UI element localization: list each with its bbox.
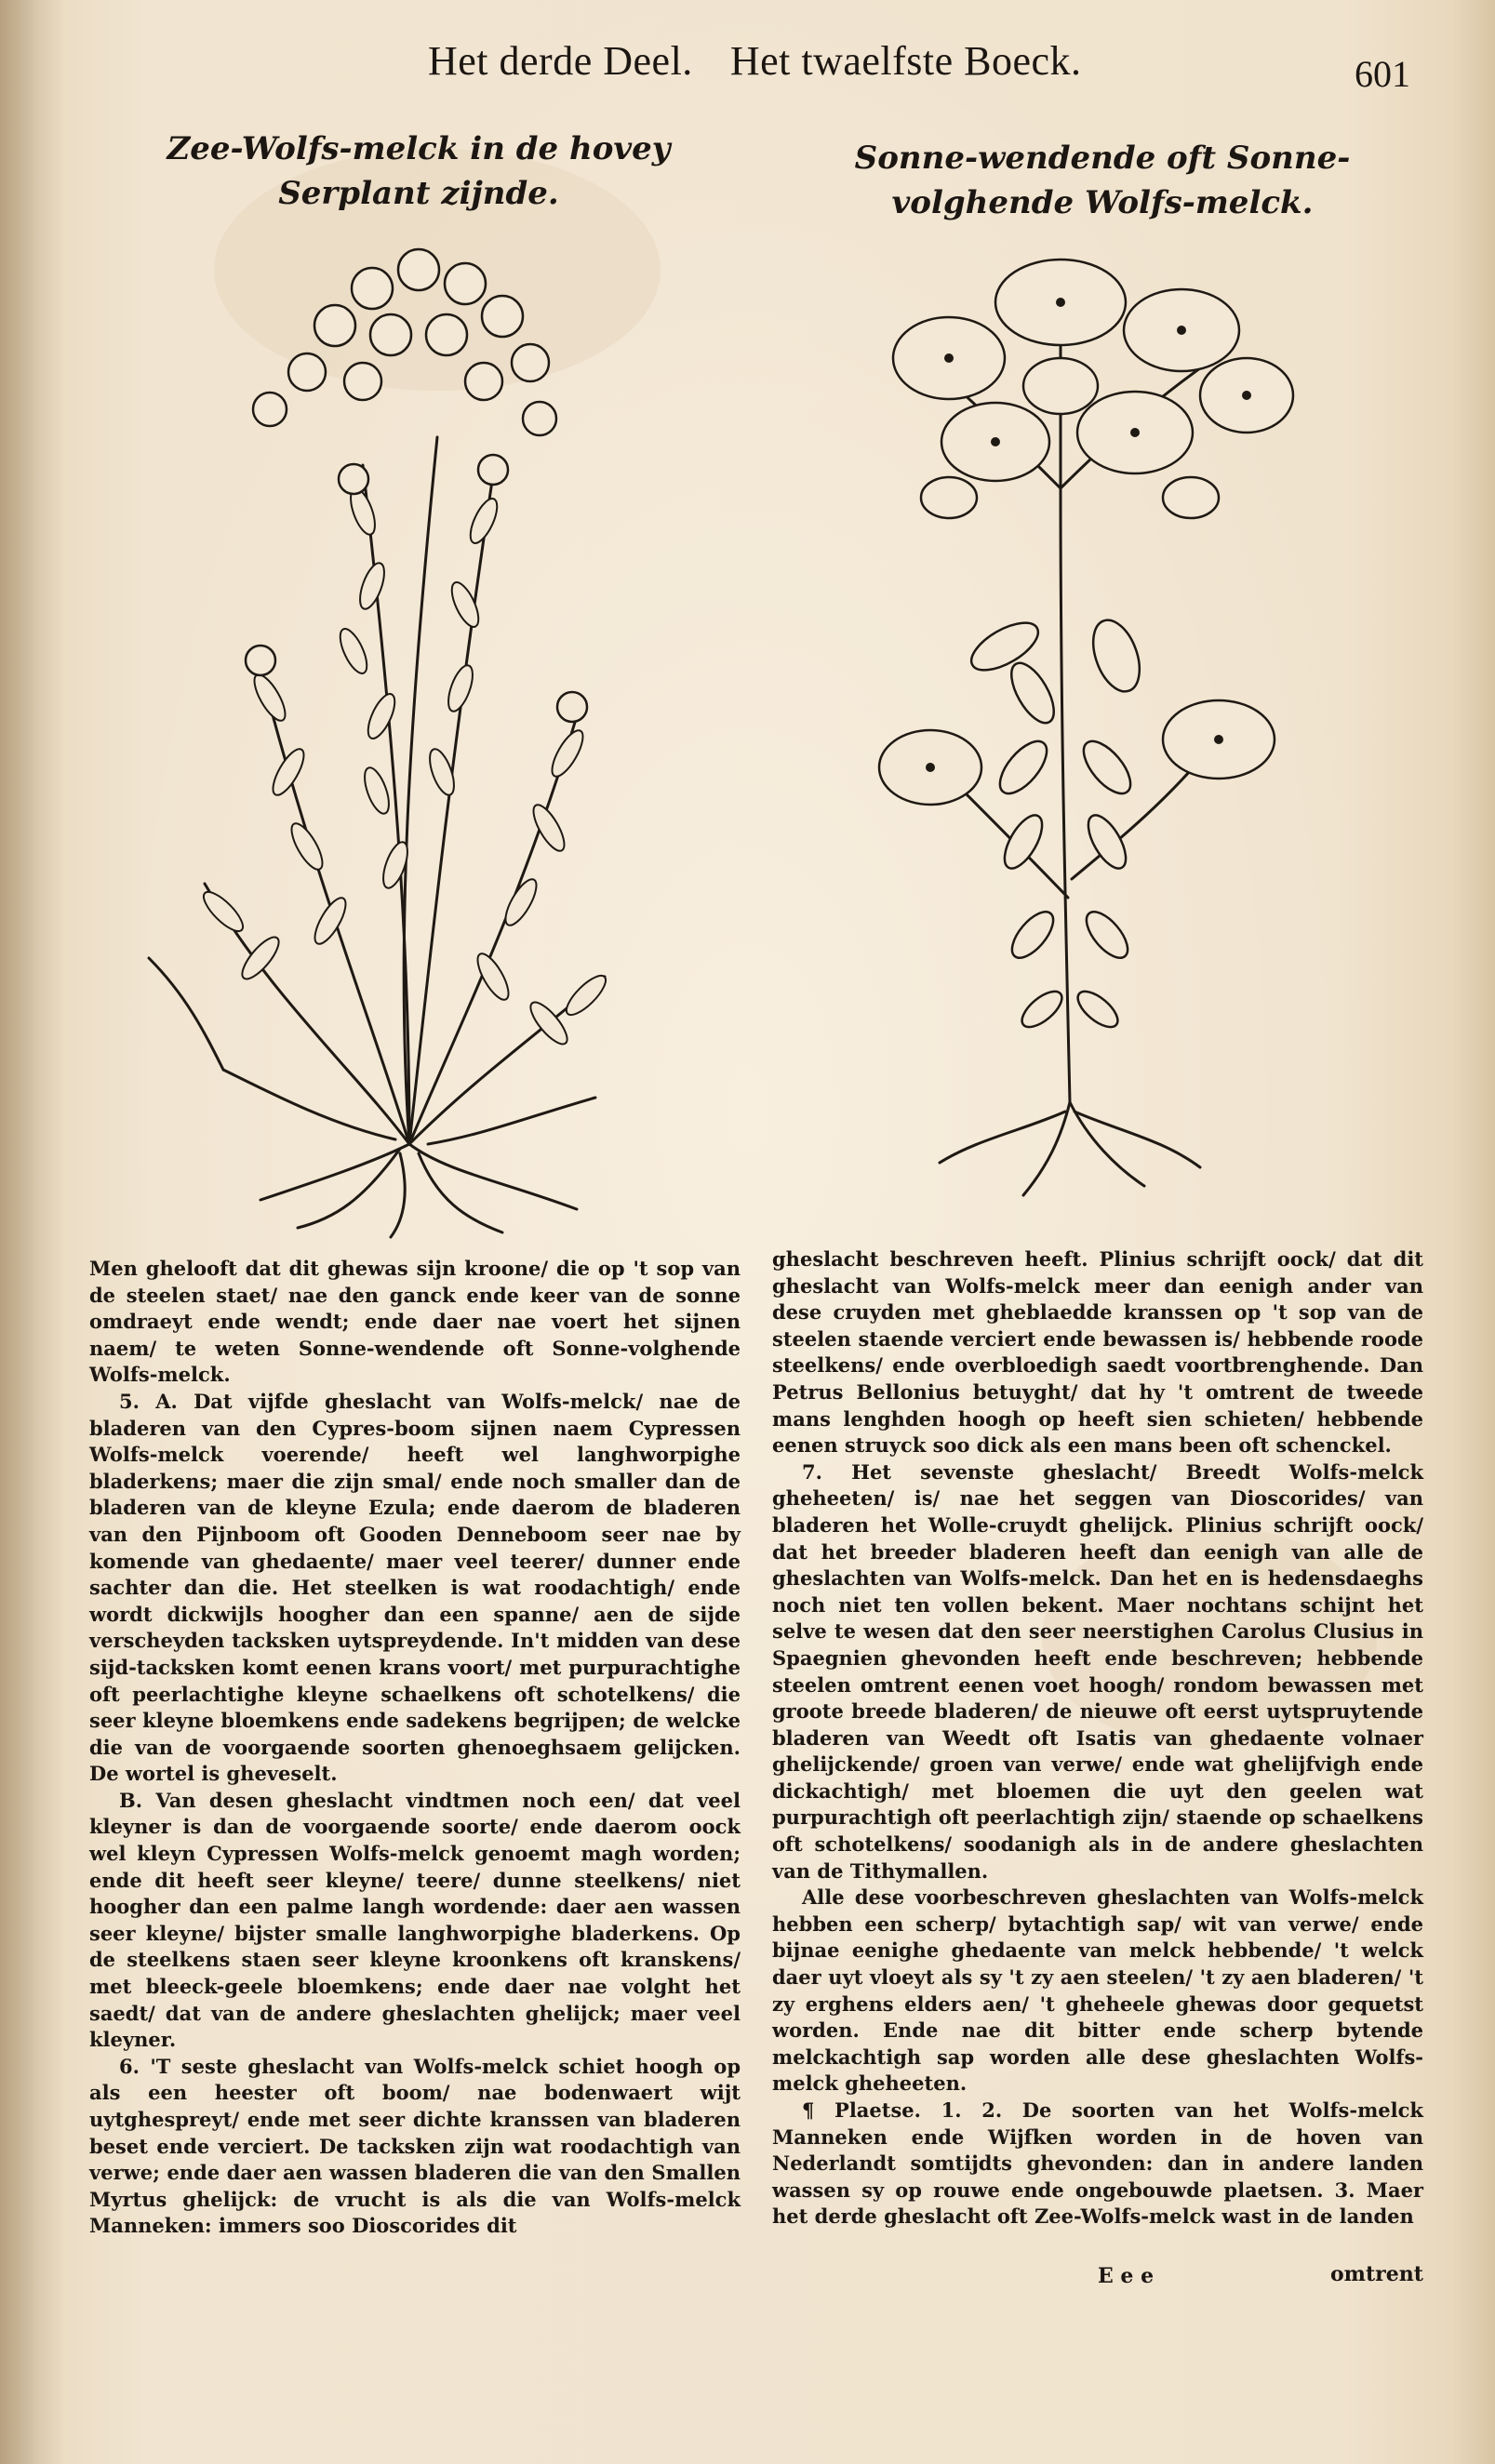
right-text-column xyxy=(772,1246,1423,2231)
sun-spurge-woodcut-icon xyxy=(837,246,1340,1214)
right-plant-title: Sonne-wendende oft Sonne-volghende Wolfs-melck. xyxy=(854,140,1351,221)
sea-spurge-woodcut-icon xyxy=(130,233,651,1246)
paragraph: Alle dese voorbeschreven gheslachten van Wolfs-melck hebben een scherp/ bytachtigh sap/ wit van verwe/ ende bijnae eenighe ghedaente van melck hebbende/ 't welck daer uyt vloeyt als sy 't zy aen steelen/ 't zy aen bladeren/ 't zy erghens elders aen/ 't gheheele ghewas door gequetst worden. Ende nae dit bitter ende scherp bytende melckachtigh sap worden alle dese gheslachten Wolfs-melck gheheeten. xyxy=(772,1885,1423,2096)
part-title: Het derde Deel. xyxy=(428,38,693,84)
paragraph: ¶ Plaetse. 1. 2. De soorten van het Wolfs-melck Manneken ende Wijfken worden in de hoven van Nederlandt somtijdts ghevonden: dan in andere landen wassen sy op rouwe ende ongebouwde plaetsen. 3. Maer het derde gheslacht oft Zee-Wolfs-melck wast in de landen xyxy=(772,2098,1423,2229)
running-head xyxy=(428,37,1082,85)
paragraph: Men ghelooft dat dit ghewas sijn kroone/ die op 't sop van de steelen staet/ nae den ganck ende keer van de sonne omdraeyt ende wendt; ende daer nae voert het sijnen naem/ te weten Sonne-wendende oft Sonne-volghende Wolfs-melck. xyxy=(89,1257,741,1387)
paragraph: 5. A. Dat vijfde gheslacht van Wolfs-melck/ nae de bladeren van den Cypres-boom sijnen naem Cypressen Wolfs-melck voerende/ heeft wel langhworpighe bladerkens; maer die zijn smal/ ende noch smaller dan de bladeren van de kleyne Ezula; ende daerom de bladeren van den Pijnboom oft Gooden Denneboom seer nae by komende van ghedaente/ maer veel teerer/ dunner ende sachter dan die. Het steelken is wat roodachtigh/ ende wordt dickwijls hoogher dan een spanne/ aen de sijde verscheyden tacksken uytspreydende. In't midden van dese sijd-tacksken komt eenen krans voort/ met purpurachtighe oft peerlachtighe kleyne schaelkens oft schotelkens/ die seer kleyne bloemkens ende sadekens begrijpen; de welcke die van de voorgaende soorten ghenoeghsaem gelijcken. De wortel is gheveselt. xyxy=(89,1389,741,1786)
left-text-column xyxy=(89,1256,741,2240)
book-title: Het twaelfste Boeck. xyxy=(729,38,1082,84)
paragraph: gheslacht beschreven heeft. Plinius schrijft oock/ dat dit gheslacht van Wolfs-melck meer dan eenigh ander van dese cruyden met gheblaedde kranssen op 't sop van de steelen staende verciert ende bewassen is/ hebbende roode steelkens/ ende overbloedigh saedt voortbrenghende. Dan Petrus Bellonius betuyght/ dat hy 't omtrent de tweede mans lenghden hoogh op heeft sien schieten/ hebbende eenen struyck soo dick als een mans been oft schenckel. xyxy=(772,1247,1423,1458)
catchword: omtrent xyxy=(1330,2262,1423,2286)
paragraph: 7. Het sevenste gheslacht/ Breedt Wolfs-melck gheheeten/ is/ nae het seggen van Dioscorides/ van bladeren het Wolle-cruydt ghelijck. Plinius schrijft oock/ dat het breeder bladeren heeft dan eenigh van alle de gheslachten van Wolfs-melck. Dan het en is hedensdaeghs noch niet ten vollen bekent. Maer nochtans schijnt het selve te wesen dat den seer neerstighen Carolus Clusius in Spaegnien ghevonden heeft ende beschreven; hebbende steelen omtrent eenen voet hoogh/ rondom bewassen met groote breede bladeren/ de nieuwe oft eerst uytspruytende bladeren van Weedt oft Isatis van ghedaente volnaer ghelijckende/ groen van verwe/ ende wat ghelijfvigh ende dickachtigh/ met bloemen die uyt den geelen wat purpurachtigh oft peerlachtigh zijn/ staende op schaelkens oft schotelkens/ soodanigh als in de andere gheslachten van de Tithymallen. xyxy=(772,1459,1423,1883)
paragraph: 6. 'T seste gheslacht van Wolfs-melck schiet hoogh op als een heester oft boom/ nae bodenwaert wijt uytghespreyt/ ende met seer dichte kranssen van bladeren beset ende verciert. De tacksken zijn wat roodachtigh van verwe; ende daer aen wassen bladeren die van den Smallen Myrtus ghelijck: de vrucht is als die van Wolfs-melck Manneken: immers soo Dioscorides dit xyxy=(89,2054,741,2238)
signature-mark: E e e xyxy=(1098,2264,1155,2288)
page-number: 601 xyxy=(1355,53,1410,95)
gutter-shadow xyxy=(0,0,65,2464)
paragraph: B. Van desen gheslacht vindtmen noch een/ dat veel kleyner is dan de voorgaende soorte/ ende daerom oock wel kleyn Cypressen Wolfs-melck genoemt magh worden; ende dit heeft seer kleyne/ teere/ dunne steelkens/ niet hoogher dan een palme langh wordende: daer aen wassen seer kleyne/ bijster smalle langhworpighe bladerkens. Op de steelkens staen seer kleyne kroonkens oft kranskens/ met bleeck-geele bloemkens; ende daer nae volght het saedt/ dat van de andere gheslachten ghelijck; maer veel kleyner. xyxy=(89,1788,741,2052)
left-plant-title: Zee-Wolfs-melck in de hovey Serplant zijnde. xyxy=(167,130,671,212)
